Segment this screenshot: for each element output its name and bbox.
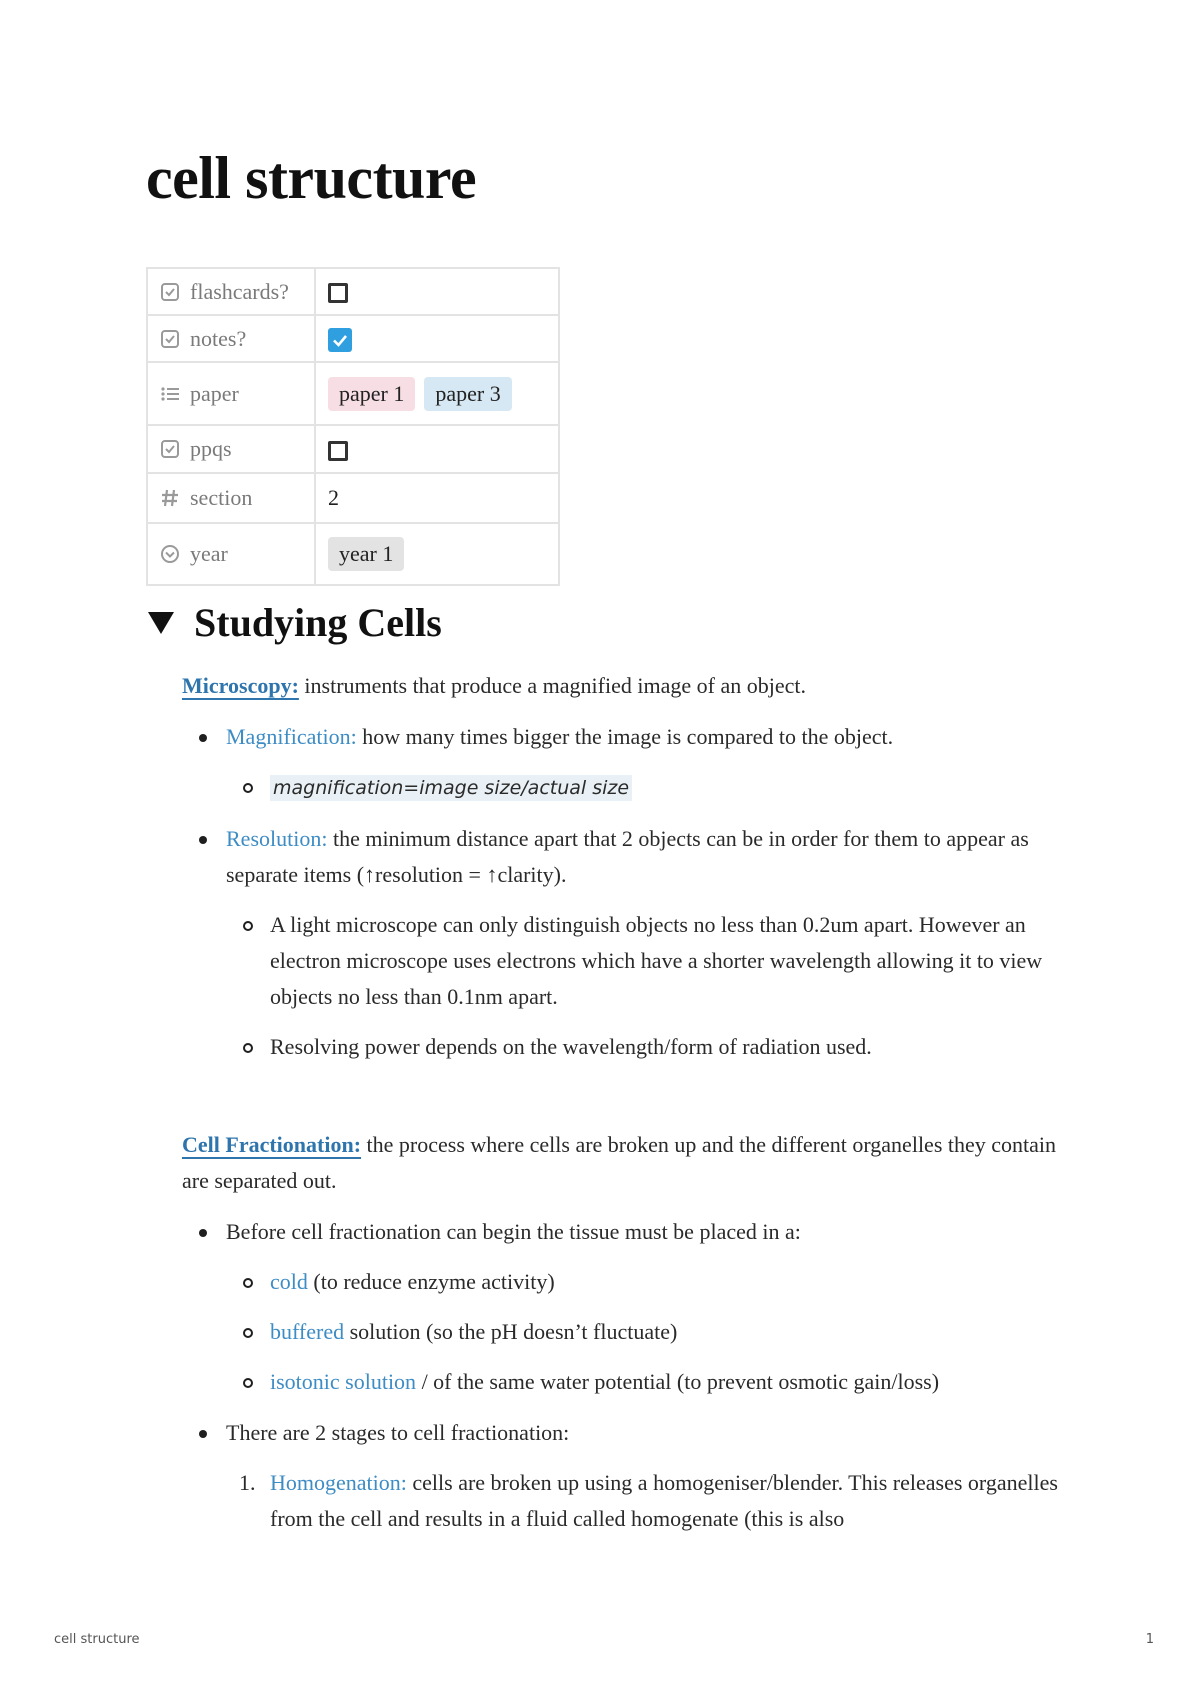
list-item: Resolution: the minimum distance apart that 2 objects can be in order for them to appear as separate items (↑resolution = ↑clarity). A light microscope can only distinguish objects no less than 0.2um apart. However an electron microscope uses electrons which have a shorter wavelength allowing it to view objects no less than 0.1nm apart. Resolving power depends on the wavelength/form of radiation used. bbox=[182, 821, 1062, 1065]
flashcards-checkbox[interactable] bbox=[328, 283, 348, 303]
property-row-ppqs bbox=[147, 425, 559, 473]
fractionation-paragraph: Cell Fractionation: the process where cells are broken up and the different organelles they contain are separated out. bbox=[182, 1132, 1057, 1193]
microscopy-term: Microscopy: bbox=[182, 673, 299, 698]
property-row-paper bbox=[147, 362, 559, 425]
list-item: cold (to reduce enzyme activity) bbox=[226, 1264, 1062, 1300]
notes-checkbox[interactable] bbox=[328, 328, 352, 352]
footer-title: cell structure bbox=[54, 1632, 140, 1647]
homogenation-term: Homogenation: bbox=[270, 1470, 407, 1495]
checkbox-property-icon bbox=[160, 439, 180, 459]
fractionation-list bbox=[182, 1214, 1062, 1537]
tag-paper-1[interactable]: paper 1 bbox=[328, 377, 415, 411]
property-row-flashcards bbox=[147, 268, 559, 315]
checkbox-property-icon bbox=[160, 282, 180, 302]
list-item: 1. Homogenation: cells are broken up using a homogeniser/blender. This releases organelles from the cell and results in a fluid called homogenate (this is also bbox=[239, 1470, 1058, 1531]
magnification-term: Magnification: bbox=[226, 724, 357, 749]
checkmark-icon bbox=[331, 331, 349, 349]
page-number: 1 bbox=[1145, 1632, 1154, 1647]
toggle-content bbox=[182, 668, 1062, 1537]
list-item: buffered solution (so the pH doesn’t fluctuate) bbox=[226, 1314, 1062, 1350]
magnification-formula: magnification=image size/actual size bbox=[270, 775, 632, 801]
list-item: isotonic solution / of the same water potential (to prevent osmotic gain/loss) bbox=[226, 1364, 1062, 1400]
properties-table bbox=[146, 267, 560, 586]
property-key-section: section bbox=[190, 485, 253, 510]
property-row-notes bbox=[147, 315, 559, 362]
list-property-icon bbox=[160, 384, 180, 404]
page-title: cell structure bbox=[146, 145, 477, 211]
heading-text: Studying Cells bbox=[194, 600, 442, 645]
triangle-down-icon[interactable] bbox=[146, 610, 176, 636]
select-property-icon bbox=[160, 544, 180, 564]
property-row-section bbox=[147, 473, 559, 523]
hash-property-icon bbox=[160, 488, 180, 508]
property-row-year bbox=[147, 523, 559, 585]
property-key-notes: notes? bbox=[190, 325, 247, 351]
tag-paper-3[interactable]: paper 3 bbox=[424, 377, 511, 411]
list-item: Before cell fractionation can begin the tissue must be placed in a: cold (to reduce enzyme activity) buffered solution (so the pH doesn’t fluctuate) isotonic solution / of the same water potential (to prevent osmotic gain/loss) bbox=[182, 1214, 1062, 1400]
property-key-paper: paper bbox=[190, 380, 239, 406]
ppqs-checkbox[interactable] bbox=[328, 441, 348, 461]
checkbox-property-icon bbox=[160, 329, 180, 349]
list-item: There are 2 stages to cell fractionation: 1. Homogenation: cells are broken up using a homogeniser/blender. This releases organelles from the cell and results in a fluid called homogenate (this is also bbox=[182, 1415, 1062, 1537]
property-key-flashcards: flashcards? bbox=[190, 278, 289, 304]
list-item: Magnification: how many times bigger the image is compared to the object. magnification=image size/actual size bbox=[182, 719, 1062, 806]
list-item: A light microscope can only distinguish objects no less than 0.2um apart. However an electron microscope uses electrons which have a shorter wavelength allowing it to view objects no less than 0.1nm apart. bbox=[226, 907, 1062, 1015]
list-item bbox=[226, 769, 1062, 806]
toggle-heading-studying-cells[interactable] bbox=[146, 600, 442, 645]
microscopy-list bbox=[182, 719, 1062, 1065]
section-value[interactable]: 2 bbox=[315, 473, 559, 523]
tag-year-1[interactable]: year 1 bbox=[328, 537, 404, 571]
property-key-ppqs: ppqs bbox=[190, 436, 232, 461]
property-key-year: year bbox=[190, 541, 228, 566]
list-item: Resolving power depends on the wavelength/form of radiation used. bbox=[226, 1029, 1062, 1065]
microscopy-paragraph: Microscopy: instruments that produce a magnified image of an object. bbox=[182, 673, 806, 698]
cell-fractionation-term: Cell Fractionation: bbox=[182, 1132, 362, 1157]
resolution-term: Resolution: bbox=[226, 826, 328, 851]
